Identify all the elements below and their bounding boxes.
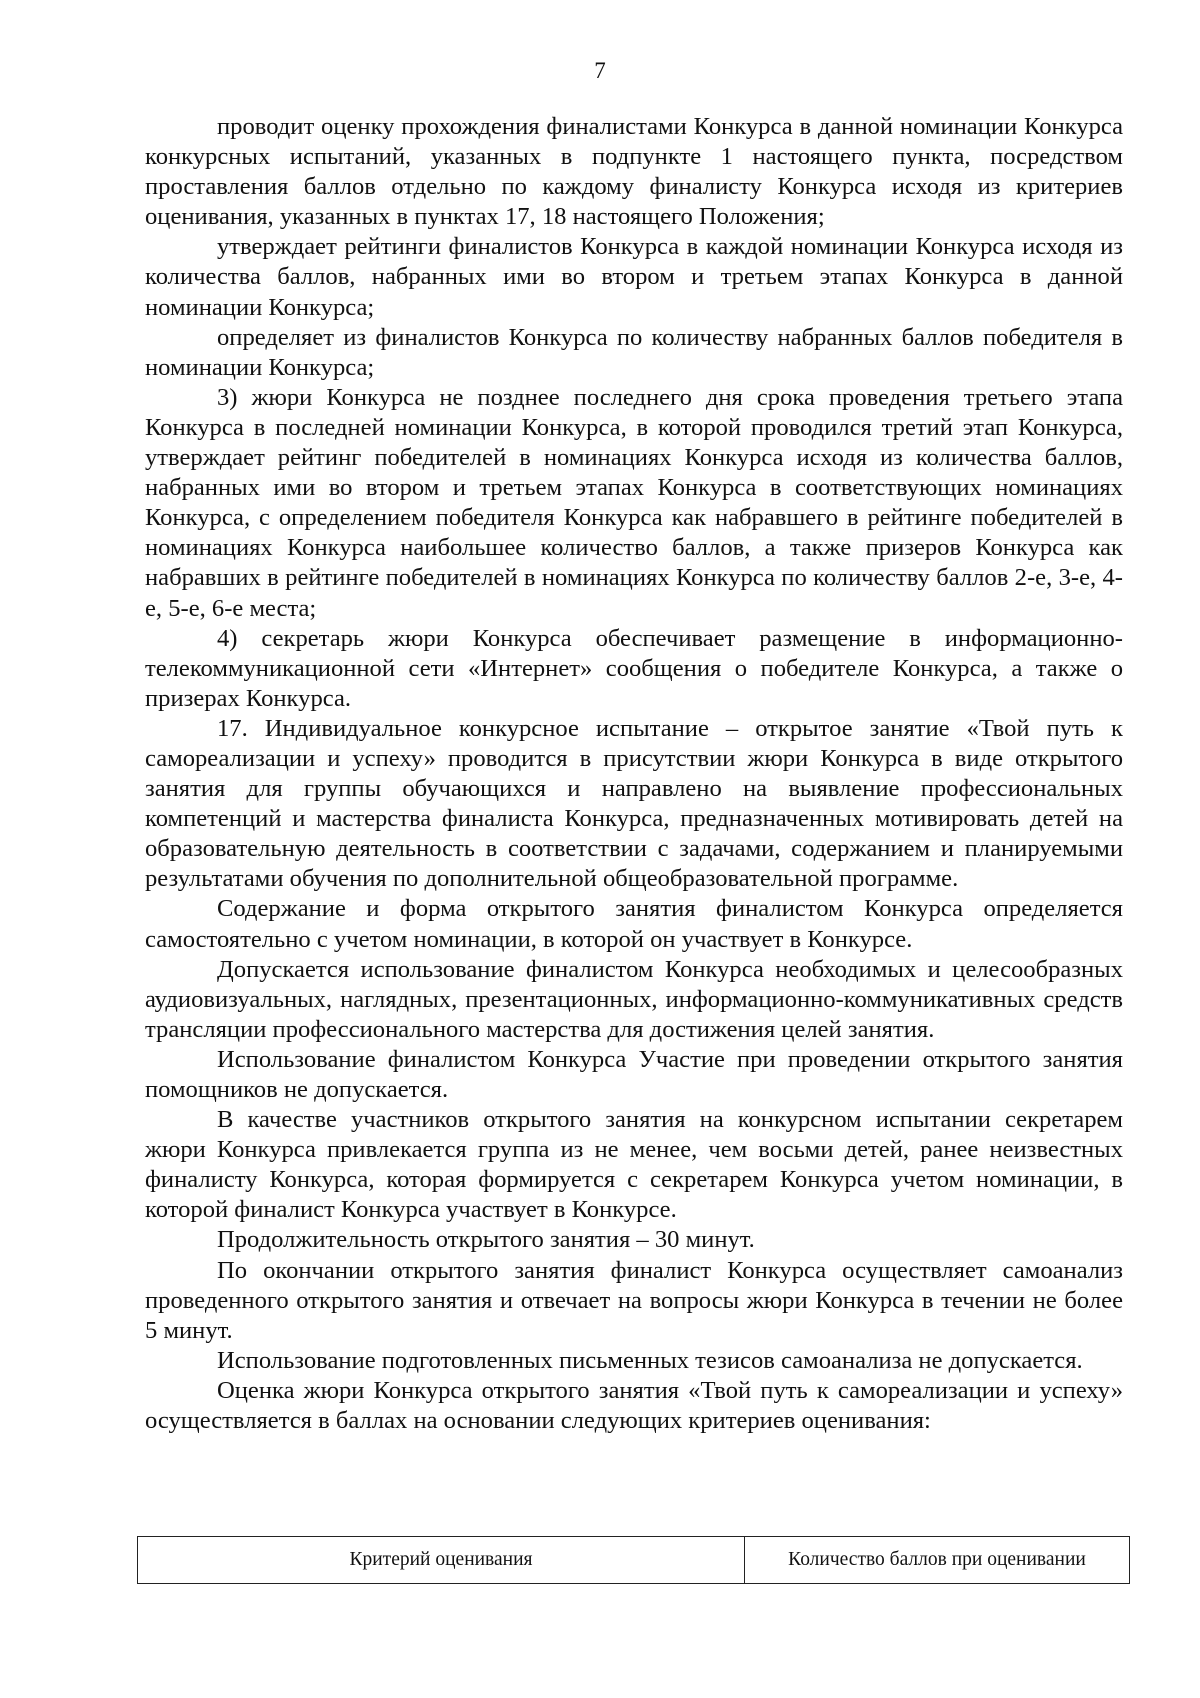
paragraph: определяет из финалистов Конкурса по количеству набранных баллов победителя в номинации Конкурса;	[145, 323, 1123, 381]
table-header-row	[138, 1537, 1130, 1584]
paragraph: утверждает рейтинги финалистов Конкурса в каждой номинации Конкурса исходя из количества баллов, набранных ими во втором и третьем этапах Конкурса в данной номинации Конкурса;	[145, 233, 1123, 321]
paragraph: Использование подготовленных письменных тезисов самоанализа не допускается.	[217, 1346, 1083, 1374]
paragraph: 3) жюри Конкурса не позднее последнего дня срока проведения третьего этапа Конкурса в последней номинации Конкурса, в которой проводился третий этап Конкурса, утверждает рейтинг победителей в номинациях Конкурса исходя из количества баллов, набранных ими во втором и третьем этапах Конкурса в соответствующих номинациях Конкурса, с определением победителя Конкурса как набравшего в рейтинге победителей в номинациях Конкурса наибольшее количество баллов, а также призеров Конкурса как набравших в рейтинге победителей в номинациях Конкурса по количеству баллов 2-е, 3-е, 4-е, 5-е, 6-е места;	[145, 383, 1123, 622]
table-header-points: Количество баллов при оценивании	[745, 1537, 1130, 1584]
paragraph: 17. Индивидуальное конкурсное испытание – открытое занятие «Твой путь к самореализации и успеху» проводится в присутствии жюри Конкурса в виде открытого занятия для группы обучающихся и направлено на выявление профессиональных компетенций и мастерства финалиста Конкурса, предназначенных мотивировать детей на образовательную деятельность в соответствии с задачами, содержанием и планируемыми результатами обучения по дополнительной общеобразовательной программе.	[145, 714, 1123, 893]
paragraph: Продолжительность открытого занятия – 30 минут.	[217, 1226, 755, 1254]
paragraph: Использование финалистом Конкурса Участие при проведении открытого занятия помощников не допускается.	[145, 1045, 1123, 1103]
page-number: 7	[594, 58, 606, 83]
paragraph: По окончании открытого занятия финалист Конкурса осуществляет самоанализ проведенного открытого занятия и отвечает на вопросы жюри Конкурса в течении не более 5 минут.	[145, 1256, 1123, 1344]
body-text	[145, 112, 1123, 1436]
table-header-criterion: Критерий оценивания	[138, 1537, 745, 1584]
paragraph: Содержание и форма открытого занятия финалистом Конкурса определяется самостоятельно с учетом номинации, в которой он участвует в Конкурсе.	[145, 895, 1123, 953]
paragraph: Оценка жюри Конкурса открытого занятия «Твой путь к самореализации и успеху» осуществляется в баллах на основании следующих критериев оценивания:	[145, 1376, 1123, 1435]
paragraph: В качестве участников открытого занятия на конкурсном испытании секретарем жюри Конкурса привлекается группа из не менее, чем восьми детей, ранее неизвестных финалисту Конкурса, которая формируется с секретарем Конкурса учетом номинации, в которой финалист Конкурса участвует в Конкурсе.	[145, 1106, 1123, 1224]
paragraph: проводит оценку прохождения финалистами Конкурса в данной номинации Конкурса конкурсных испытаний, указанных в подпункте 1 настоящего пункта, посредством проставления баллов отдельно по каждому финалисту Конкурса исходя из критериев оценивания, указанных в пунктах 17, 18 настоящего Положения;	[145, 113, 1123, 231]
paragraph: Допускается использование финалистом Конкурса необходимых и целесообразных аудиовизуальных, наглядных, презентационных, информационно-коммуникативных средств трансляции профессионального мастерства для достижения целей занятия.	[145, 955, 1123, 1043]
criteria-table	[137, 1536, 1130, 1584]
paragraph: 4) секретарь жюри Конкурса обеспечивает размещение в информационно-телекоммуникационной сети «Интернет» сообщения о победителе Конкурса, а также о призерах Конкурса.	[145, 624, 1123, 712]
